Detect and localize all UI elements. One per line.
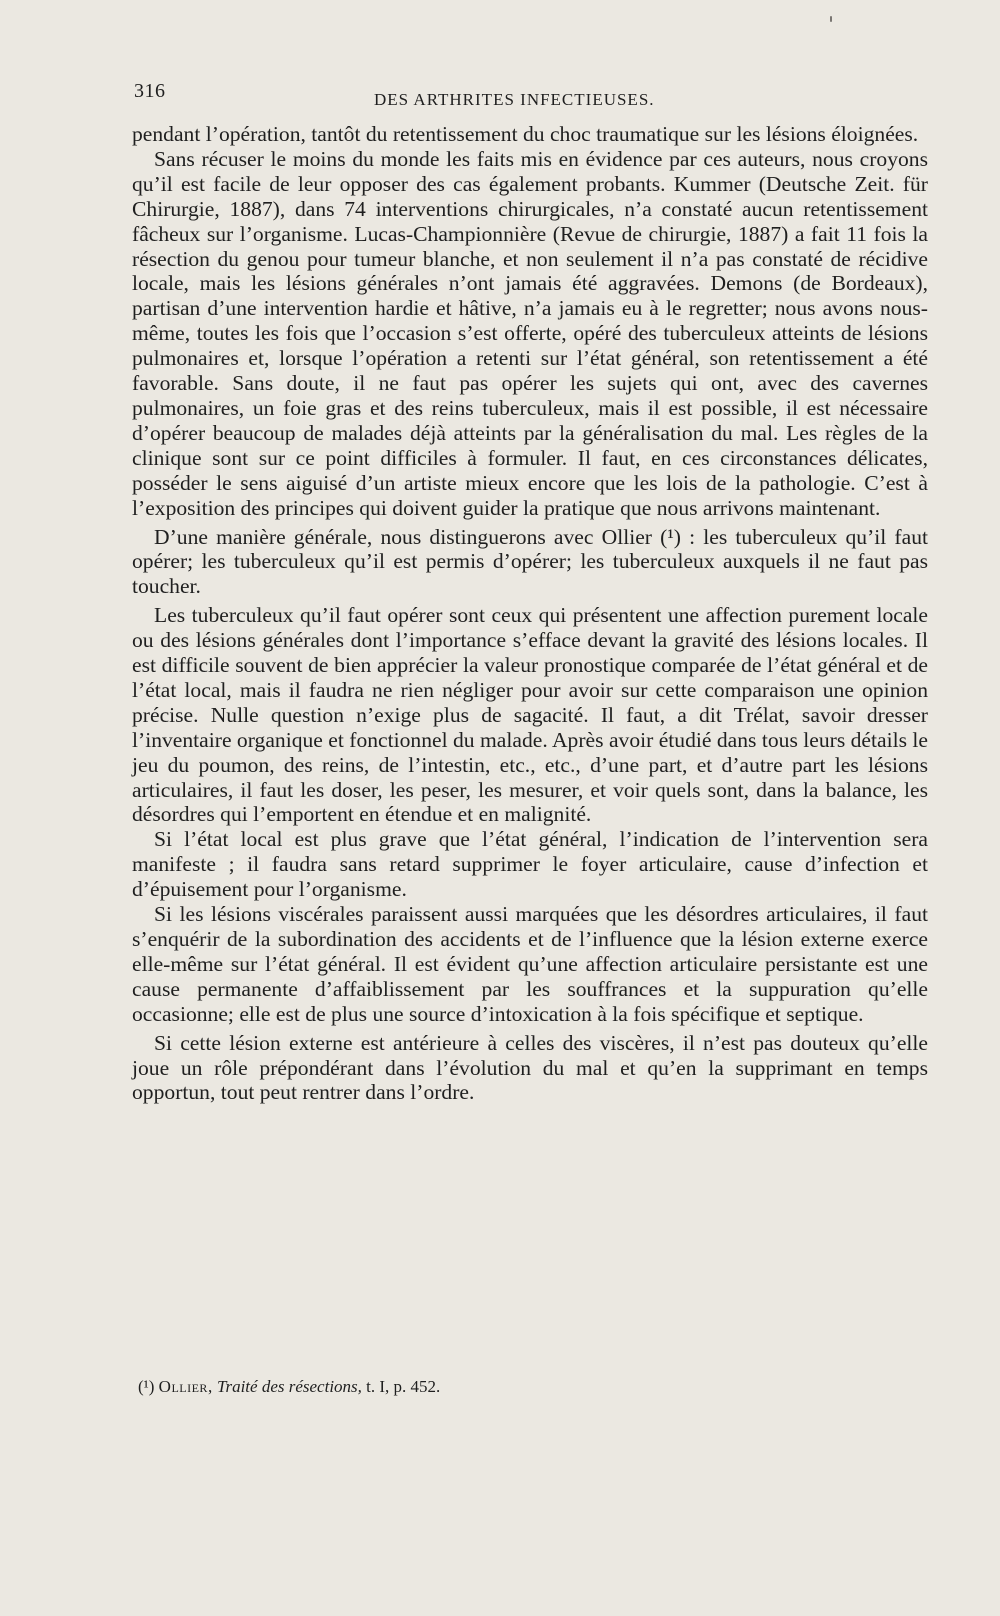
- paragraph-2: Sans récuser le moins du monde les faits mis en évidence par ces auteurs, nous croyons qu’il est facile de leur opposer des cas également probants. Kummer (Deutsche Zeit. für Chirurgie, 1887), dans 74 interventions chirurgicales, n’a constaté aucun retentissement fâcheux sur l’organisme. Lucas-Championnière (Revue de chirurgie, 1887) a fait 11 fois la résection du genou pour tumeur blanche, et non seulement il n’a pas constaté de récidive locale, mais les lésions générales n’ont jamais été aggravées. Demons (de Bordeaux), partisan d’une intervention hardie et hâtive, n’a jamais eu à le regretter; nous avons nous-même, toutes les fois que l’occasion s’est offerte, opéré des tuberculeux atteints de lésions pulmonaires et, lorsque l’opération a retenti sur l’état général, son retentissement a été favorable. Sans doute, il ne faut pas opérer les sujets qui ont, avec des cavernes pulmonaires, un foie gras et des reins tuberculeux, mais il est possible, il est nécessaire d’opérer beaucoup de malades déjà atteints par la généralisation du mal. Les règles de la clinique sont sur ce point difficiles à formuler. Il faut, en ces circonstances délicates, posséder le sens aiguisé d’un artiste mieux encore que les lois de la pathologie. C’est à l’exposition des principes qui doivent guider la pratique que nous arrivons maintenant.: [132, 146, 928, 520]
- body-text: [132, 122, 928, 1105]
- paragraph-7: Si cette lésion externe est antérieure à celles des viscères, il n’est pas douteux qu’elle joue un rôle prépondérant dans l’évolution du mal et qu’en la supprimant en temps opportun, tout peut rentrer dans l’ordre.: [132, 1030, 928, 1105]
- paragraph-5: Si l’état local est plus grave que l’état général, l’indication de l’intervention sera manifeste ; il faudra sans retard supprimer le foyer articulaire, cause d’infection et d’épuisement pour l’organisme.: [132, 827, 928, 902]
- paragraph-4: Les tuberculeux qu’il faut opérer sont ceux qui présentent une affection purement locale ou des lésions générales dont l’importance s’efface devant la gravité des lésions locales. Il est difficile souvent de bien apprécier la valeur pronostique comparée de l’état général et de l’état local, mais il faudra ne rien négliger pour avoir sur cette comparaison une opinion précise. Nulle question n’exige plus de sagacité. Il faut, a dit Trélat, savoir dresser l’inventaire organique et fonctionnel du malade. Après avoir étudié dans tous leurs détails le jeu du poumon, des reins, de l’intestin, etc., etc., d’une part, et d’autre part les lésions articulaires, il faut les doser, les peser, les mesurer, et voir quels sont, dans la balance, les désordres qui l’emportent en étendue et en malignité.: [132, 603, 928, 827]
- footnote-author: Ollier,: [158, 1377, 213, 1396]
- footnote-reference: t. I, p. 452.: [366, 1377, 441, 1396]
- footnote-title: Traité des résections,: [216, 1377, 362, 1396]
- paper-speck: [830, 16, 832, 22]
- footnote-marker: (¹): [138, 1377, 155, 1396]
- page-header: [134, 80, 916, 114]
- footnote: [138, 1376, 918, 1398]
- running-head: DES ARTHRITES INFECTIEUSES.: [374, 90, 655, 109]
- paragraph-6: Si les lésions viscérales paraissent aussi marquées que les désordres articulaires, il faut s’enquérir de la subordination des accidents et de l’influence que la lésion externe exerce elle-même sur l’état général. Il est évident qu’une affection articulaire persistante est une cause permanente d’affaiblissement par les souffrances et la suppuration qu’elle occasionne; elle est de plus une source d’intoxication à la fois spécifique et septique.: [132, 902, 928, 1026]
- page-number: 316: [134, 80, 166, 102]
- paragraph-1: pendant l’opération, tantôt du retentissement du choc traumatique sur les lésions éloignées.: [132, 122, 919, 146]
- paragraph-3: D’une manière générale, nous distinguerons avec Ollier (¹) : les tuberculeux qu’il faut opérer; les tuberculeux qu’il est permis d’opérer; les tuberculeux auxquels il ne faut pas toucher.: [132, 524, 928, 599]
